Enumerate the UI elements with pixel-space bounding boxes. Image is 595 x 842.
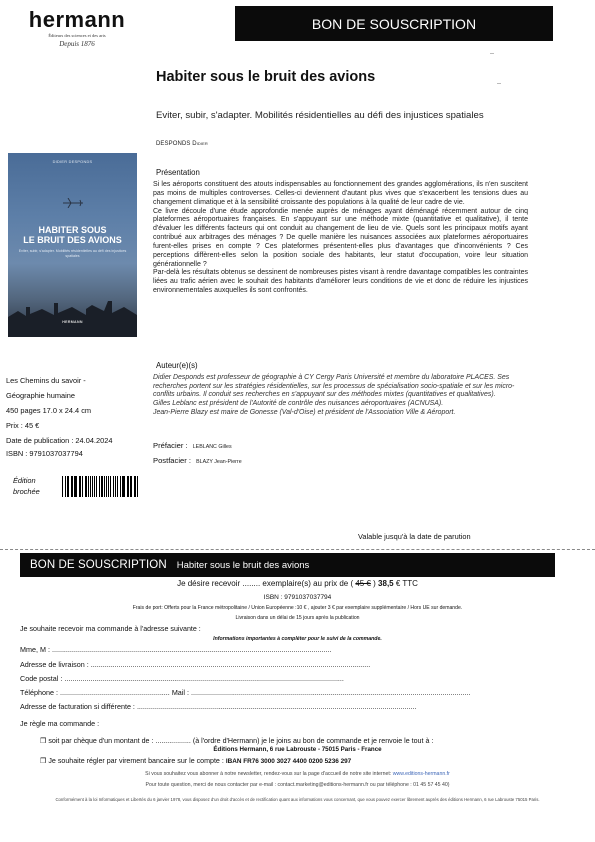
barcode-bar — [135, 476, 136, 497]
barcode-bar — [110, 476, 111, 497]
cut-line — [0, 549, 595, 550]
new-price: 38,5 — [378, 579, 394, 588]
barcode-bar — [120, 476, 121, 497]
delivery-info: Livraison dans un délai de 15 jours après la publication — [235, 615, 360, 621]
barcode-bar — [104, 476, 105, 497]
presentation-heading: Présentation — [156, 168, 200, 177]
postfacier-name: BLAZY Jean-Pierre — [196, 459, 242, 465]
top-banner: BON DE SOUSCRIPTION — [235, 6, 553, 41]
barcode-bar — [130, 476, 132, 497]
phone-label: Téléphone : — [20, 688, 58, 697]
barcode-bar — [80, 476, 81, 497]
iban: IBAN FR76 3000 3027 4400 0200 5236 297 — [225, 758, 352, 765]
publisher-address: Éditions Hermann, 6 rue Labrouste - 75015 Paris - France — [213, 746, 382, 753]
barcode-bar — [88, 476, 89, 497]
pay-transfer-label: Je souhaite régler par virement bancaire sur le compte : — [48, 757, 224, 765]
prefacier-name: LEBLANC Gilles — [192, 444, 232, 450]
category: Géographie humaine — [6, 391, 76, 400]
pay-cheque-label: soit par chèque d'un montant de : .................. (à l'ordre d'Hermann) je le joins au bon de commande et je renvoie le tout à : — [48, 737, 434, 745]
checkbox-icon[interactable]: ❒ — [40, 757, 47, 765]
barcode-bar — [99, 476, 101, 497]
phone-mail-field[interactable] — [20, 688, 540, 697]
book-info — [6, 373, 146, 460]
postfacier-label: Postfacier : — [153, 456, 191, 465]
crop-mark — [490, 53, 494, 54]
mail-dots: ............................................................................................................................................ — [191, 688, 471, 697]
page-count: 450 pages 17.0 x 24.4 cm — [6, 406, 92, 415]
barcode-bar — [71, 476, 73, 497]
barcode-bar — [137, 476, 138, 497]
logo-since: Depuis 1876 — [59, 40, 95, 48]
book-subtitle: Eviter, subir, s'adapter. Mobilités résidentielles au défi des injustices spatiales — [156, 110, 484, 121]
edition-line: Édition — [13, 476, 36, 485]
barcode-bar — [92, 476, 93, 497]
postal-code-label: Code postal : — [20, 674, 63, 683]
book-title: Habiter sous le bruit des avions — [156, 69, 376, 85]
cover-author: DIDIER DESPONDS — [52, 160, 93, 164]
logo-wordmark: hermann — [28, 7, 126, 32]
rooftops-silhouette — [8, 289, 137, 337]
order-banner-title: BON DE SOUSCRIPTION — [30, 559, 167, 571]
book-cover — [8, 153, 137, 337]
payment-heading: Je règle ma commande : — [20, 719, 100, 728]
cover-publisher: HERMANN — [62, 320, 83, 324]
old-price: 45 € — [355, 579, 371, 588]
website-link[interactable]: www.editions-hermann.fr — [392, 771, 450, 777]
order-banner — [20, 553, 555, 577]
barcode-bar — [128, 476, 129, 497]
barcode-bar — [79, 476, 80, 497]
plane-icon — [63, 198, 83, 208]
collection: Les Chemins du savoir - — [6, 376, 86, 385]
cover-title-line2: LE BRUIT DES AVIONS — [23, 235, 122, 245]
edition-line: brochée — [13, 487, 40, 496]
postfacier — [153, 456, 242, 465]
crop-mark — [497, 83, 501, 84]
quantity-prompt: Je désire recevoir ........ exemplaire(s) au prix de — [177, 579, 349, 588]
barcode-bar — [115, 476, 116, 497]
isbn: ISBN : 9791037037794 — [6, 449, 83, 458]
delivery-address-field[interactable] — [20, 660, 540, 669]
barcode — [62, 476, 140, 497]
info-note: Informations importantes à compléter pour le suivi de la commande. — [213, 636, 382, 642]
author-given: Didier — [192, 141, 208, 147]
price: Prix : 45 € — [6, 421, 40, 430]
name-field-label: Mme, M : — [20, 645, 50, 654]
presentation-text — [153, 181, 528, 296]
name-field-dots: ............................................................................................................................................ — [51, 645, 332, 654]
logo-tagline: Éditeurs des sciences et des arts — [48, 33, 106, 38]
barcode-bar — [106, 476, 107, 497]
barcode-bar — [108, 476, 109, 497]
billing-address-dots: ............................................................................................................................................ — [136, 702, 417, 711]
name-field[interactable] — [20, 645, 540, 654]
barcode-bar — [65, 476, 66, 497]
barcode-bar — [85, 476, 87, 497]
edition-label — [13, 475, 40, 497]
billing-address-field[interactable] — [20, 702, 540, 711]
barcode-bar — [134, 476, 135, 497]
newsletter-note — [0, 771, 595, 777]
order-banner-book: Habiter sous le bruit des avions — [176, 559, 310, 571]
validity-note: Valable jusqu'à la date de parution — [358, 532, 471, 541]
publication-date: Date de publication : 24.04.2024 — [6, 436, 113, 445]
barcode-bar — [96, 476, 97, 497]
barcode-bar — [90, 476, 91, 497]
delivery-address-label: Adresse de livraison : — [20, 660, 89, 669]
cover-title-line1: HABITER SOUS — [38, 225, 107, 235]
shipping-info: Frais de port: Offerts pour la France métropolitaine / Union Européenne :10 € , ajouter 3 € par exemplaire supplémentaire / Hors UE sur demande. — [132, 605, 463, 611]
phone-dots: ....................................................... — [59, 688, 170, 697]
price-suffix: € TTC — [395, 579, 418, 588]
billing-address-label: Adresse de facturation si différente : — [20, 702, 135, 711]
prefacier-label: Préfacier : — [153, 441, 188, 450]
barcode-bar — [75, 476, 76, 497]
barcode-bar — [68, 476, 69, 497]
authors-heading: Auteur(e)(s) — [156, 361, 198, 370]
barcode-bar — [101, 476, 102, 497]
presentation-paragraph: Par-delà les résultats obtenus se dessinent de nombreuses pistes visant à rendre davantage compatibles les contraintes liées au trafic aérien avec le souhait des habitants d'améliorer leurs conditions de vie et donc de réduire les injustices environnementales auxquelles ils sont confrontés. — [153, 269, 528, 295]
barcode-bar — [122, 476, 123, 497]
contact-note: Pour toute question, merci de nous contacter par e-mail : contact.marketing@editions-hermann.fr ou par téléphone : 01 45 57 45 40) — [145, 782, 450, 788]
newsletter-text: Si vous souhaitez vous abonner à notre newsletter, rendez-vous sur la page d'accueil de notre site internet: — [145, 771, 392, 777]
cover-subtitle: Eviter, subir, s'adapter. Mobilités résidentielles au défi des injustices spatiales — [18, 249, 127, 258]
barcode-bar — [113, 476, 115, 497]
author-bio: Jean-Pierre Blazy est maire de Gonesse (Val-d'Oise) et président de l'Association Ville & Aéroport. — [153, 408, 456, 416]
barcode-bar — [117, 476, 118, 497]
presentation-paragraph: Ce livre découle d'une étude approfondie menée auprès de ménages ayant déménagé récemment autour de cinq plateformes aéroportuaires françaises. En s'appuyant sur une méthode mixte (quantitative et qualitative), il tente d'évaluer les différents facteurs qui ont conduit au changement de lieu de vie. Quels sont les principaux motifs ayant contribué aux arbitrages des ménages ? De quelle manière les nuisances associées aux plateformes aéroportuaires furent-elles prises en compte ? Ces plateformes présentent-elles plus d'avantages que d'inconvénients ? Ces perceptions diffèrent-elles selon la position sociale des habitants, leur statut d'occupation, voire leur situation générationnelle ? — [153, 207, 528, 268]
barcode-bar — [67, 476, 68, 497]
author-bio: Gilles Leblanc est président de l'Autorité de contrôle des nuisances aéroportuaires (ACNUSA). — [153, 400, 444, 408]
author-name — [156, 141, 208, 147]
barcode-bar — [62, 476, 63, 497]
quantity-line: Je désire recevoir ........ exemplaire(s) au prix de ( 45 € ) 38,5 € TTC — [177, 579, 418, 588]
barcode-bar — [74, 476, 75, 497]
pay-by-cheque-option[interactable] — [40, 736, 433, 745]
cover-title — [8, 225, 137, 245]
publisher-logo — [22, 7, 132, 60]
prefacier — [153, 441, 232, 450]
barcode-bar — [123, 476, 124, 497]
barcode-bar — [127, 476, 128, 497]
author-surname: DESPONDS — [156, 141, 191, 147]
postal-code-dots: ............................................................................................................................................ — [64, 674, 344, 683]
checkbox-icon[interactable]: ❒ — [40, 737, 47, 745]
barcode-bar — [82, 476, 83, 497]
authors-text — [153, 374, 528, 418]
legal-notice: Conformément à la loi Informatiques et Libertés du 6 janvier 1978, vous disposez d'un droit d'accès et de rectification quant aux informations vous concernant, que vous pouvez exercer librement auprès des éditions Hermann, 6 rue Labrouste 75015 Paris. — [55, 797, 540, 802]
presentation-paragraph: Si les aéroports constituent des atouts indispensables au fonctionnement des grandes agglomérations, ils n'en suscitent pas moins de multiples controverses. Celles-ci deviennent d'autant plus vives que s'exacerbent les tensions dues au changement climatique et à la sensibilité croissante des populations à la qualité de leur cadre de vie. — [153, 181, 528, 206]
postal-code-field[interactable] — [20, 674, 540, 683]
delivery-address-dots: ............................................................................................................................................ — [90, 660, 371, 669]
author-bio: Didier Desponds est professeur de géographie à CY Cergy Paris Université et membre du laboratoire PLACES. Ses recherches portent sur les stratégies résidentielles, sur les processus de spécialisation socio-spatiale et sur les micro-conflits urbains. Il conduit ses recherches en s'appuyant sur des méthodes mixtes (quantitatives et qualitatives). — [153, 374, 515, 399]
receive-prompt: Je souhaite recevoir ma commande à l'adresse suivante : — [20, 625, 201, 633]
barcode-bar — [94, 476, 95, 497]
mail-label: Mail : — [171, 688, 189, 697]
pay-by-transfer-option[interactable] — [40, 756, 351, 765]
order-isbn: ISBN : 9791037037794 — [263, 594, 332, 601]
